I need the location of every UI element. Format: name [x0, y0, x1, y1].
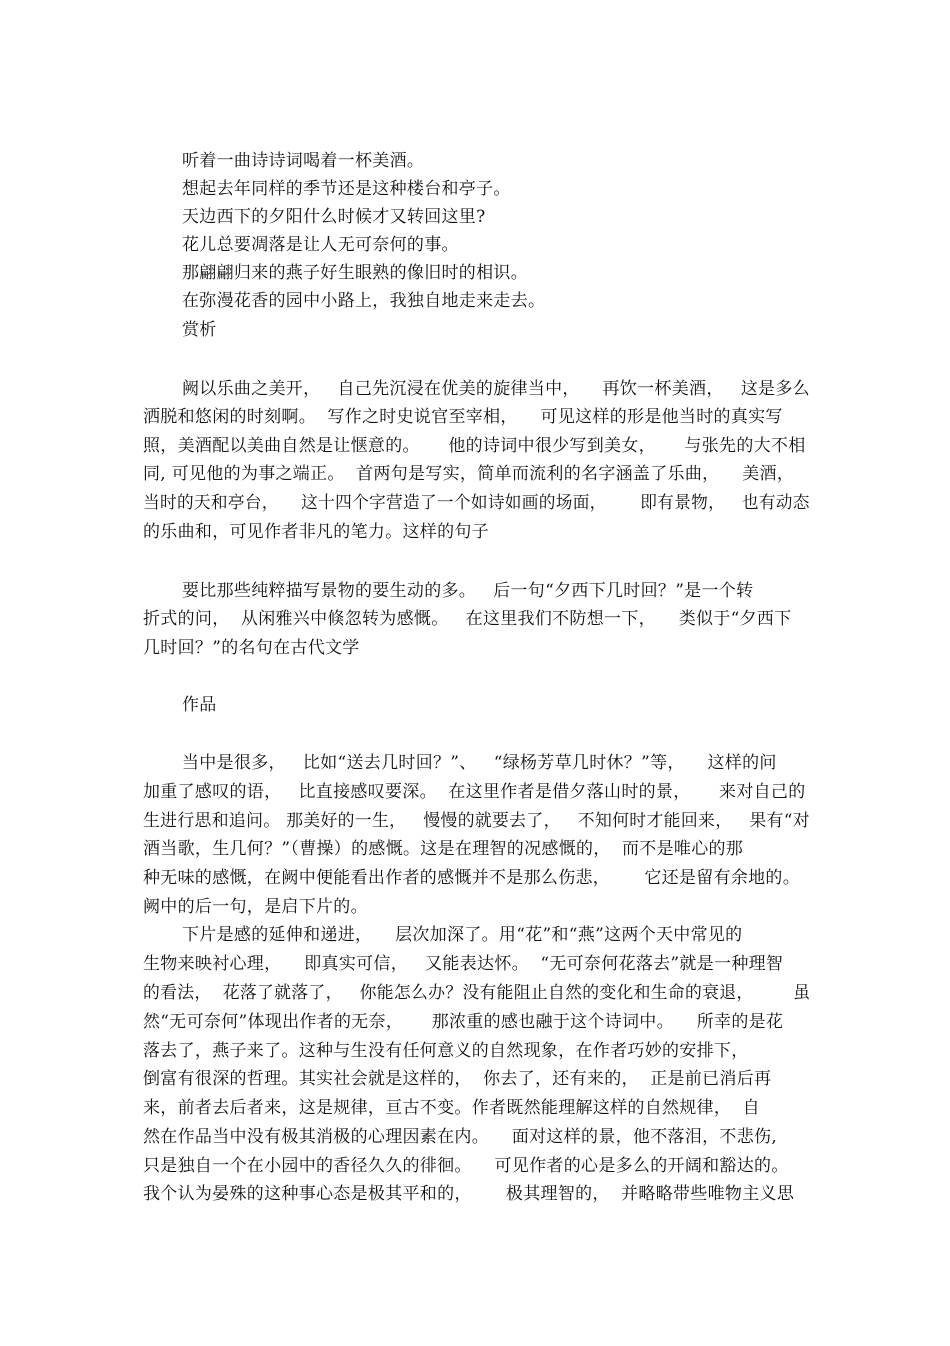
poem-line-3: 天边西下的夕阳什么时候才又转回这里?	[182, 207, 486, 227]
para4-line-9: 只是独自一个在小园中的香径久久的徘徊。 可见作者的心是多么的开阔和豁达的。	[143, 1156, 789, 1176]
para4-line-10: 我个认为晏殊的这种事心态是极其平和的， 极其理智的， 并略略带些唯物主义思	[143, 1184, 795, 1204]
para3-line-2: 加重了感叹的语， 比直接感叹要深。 在这里作者是借夕落山时的景， 来对自己的	[143, 782, 806, 802]
para3-line-5: 种无味的感慨，在阙中便能看出作者的感慨并不是那么伤悲， 它还是留有余地的。	[143, 868, 801, 888]
poem-line-6: 在弥漫花香的园中小路上，我独自地走来走去。	[182, 291, 546, 311]
para1-line-4: 同, 可见他的为事之端正。 首两句是写实，简单而流利的名字涵盖了乐曲， 美酒，	[143, 464, 795, 484]
poem-line-5: 那翩翩归来的燕子好生眼熟的像旧时的相识。	[182, 263, 528, 283]
para4-line-8: 然在作品当中没有极其消极的心理因素在内。 面对这样的景，他不落泪，不悲伤,	[143, 1127, 778, 1147]
para3-line-1: 当中是很多， 比如“送去几时回？”、 “绿杨芳草几时休？”等， 这样的问	[182, 753, 777, 773]
para3-line-4: 酒当歌，生几何？”（曹操）的感慨。这是在理智的况感慨的， 而不是唯心的那	[143, 839, 744, 859]
poem-line-1: 听着一曲诗诗词喝着一杯美酒。	[182, 151, 425, 171]
para2-line-2: 折式的问， 从闲雅兴中倏忽转为感慨。 在这里我们不防想一下， 类似于“夕西下	[143, 609, 792, 629]
para4-line-1: 下片是感的延伸和递进， 层次加深了。用“花”和“燕”这两个天中常见的	[182, 925, 743, 945]
para2-line-3: 几时回？”的名句在古代文学	[143, 638, 360, 658]
poem-line-2: 想起去年同样的季节还是这种楼台和亭子。	[182, 179, 511, 199]
para1-line-1: 阙以乐曲之美开， 自己先沉浸在优美的旋律当中， 再饮一杯美酒， 这是多么	[182, 379, 810, 399]
para3-line-6: 阙中的后一句，是启下片的。	[143, 897, 368, 917]
para2-line-1: 要比那些纯粹描写景物的要生动的多。 后一句“夕西下几时回？”是一个转	[182, 581, 754, 601]
para1-line-5: 当时的天和亭台， 这十四个字营造了一个如诗如画的场面， 即有景物， 也有动态	[143, 493, 810, 513]
works-heading: 作品	[182, 695, 217, 715]
para4-line-5: 落去了，燕子来了。这种与生没有任何意义的自然现象，在作者巧妙的安排下，	[143, 1041, 749, 1061]
para4-line-2: 生物来映衬心理， 即真实可信， 又能表达怀。 “无可奈何花落去”就是一种理智	[143, 954, 784, 974]
para1-line-2: 洒脱和悠闲的时刻啊。 写作之时史说官至宰相， 可见这样的形是他当时的真实写	[143, 407, 783, 427]
para3-line-3: 生进行思和追问。 那美好的一生， 慢慢的就要去了， 不知何时才能回来， 果有“对	[143, 811, 810, 831]
para1-line-6: 的乐曲和，可见作者非凡的笔力。这样的句子	[143, 522, 489, 542]
appreciation-heading: 赏析	[182, 320, 217, 340]
poem-line-4: 花儿总要凋落是让人无可奈何的事。	[182, 235, 459, 255]
para4-line-3: 的看法， 花落了就落了， 你能怎么办？没有能阻止自然的变化和生命的衰退， 虽	[143, 983, 811, 1003]
para4-line-6: 倒富有很深的哲理。其实社会就是这样的， 你去了，还有来的， 正是前已消后再	[143, 1069, 772, 1089]
para1-line-3: 照，美酒配以美曲自然是让惬意的。 他的诗词中很少写到美女， 与张先的大不相	[143, 436, 806, 456]
para4-line-4: 然“无可奈何”体现出作者的无奈， 那浓重的感也融于这个诗词中。 所幸的是花	[143, 1012, 784, 1032]
para4-line-7: 来，前者去后者来，这是规律，亘古不变。作者既然能理解这样的自然规律， 自	[143, 1098, 760, 1118]
